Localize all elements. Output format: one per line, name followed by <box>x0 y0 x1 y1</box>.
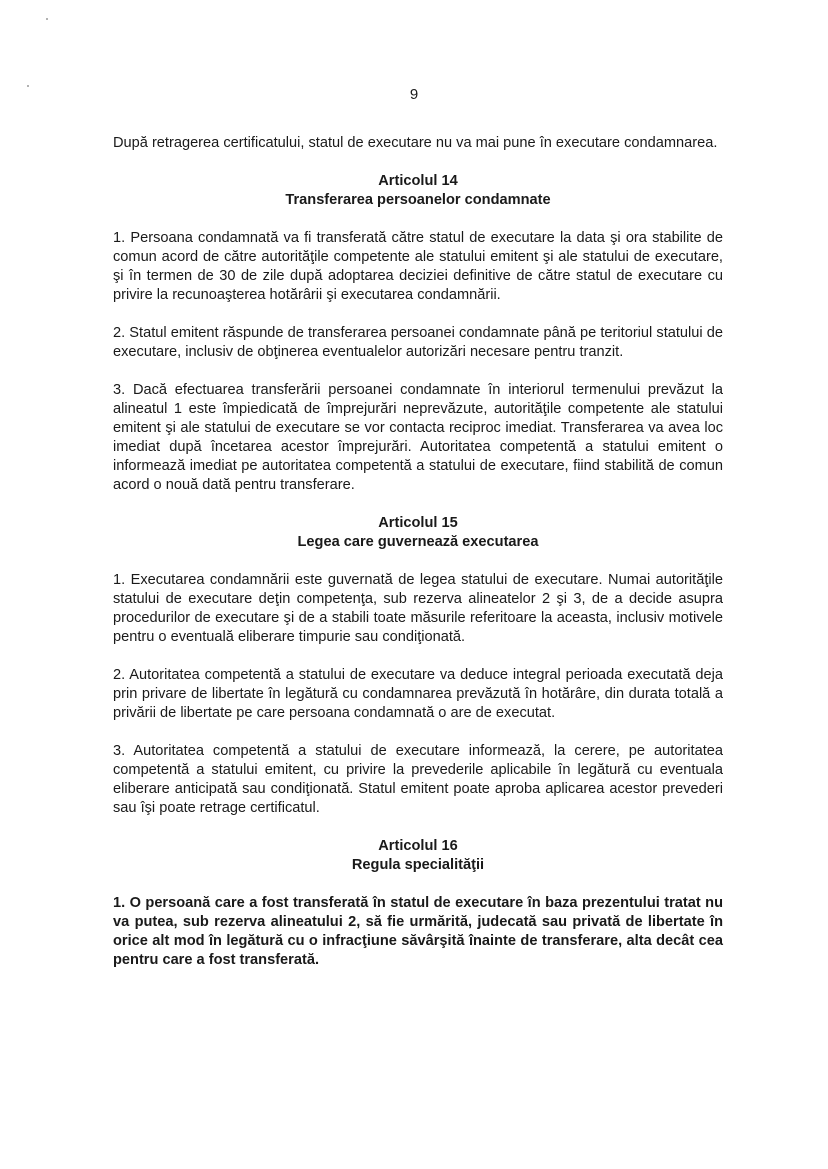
article-title: Transferarea persoanelor condamnate <box>285 192 551 208</box>
intro-paragraph: După retragerea certificatului, statul de executare nu va mai pune în executare condamnarea. <box>113 135 718 151</box>
document-body <box>113 134 723 989</box>
article-15-paragraph-3: 3. Autoritatea competentă a statului de executare informează, la cerere, pe autoritatea competentă a statului emitent, cu privire la prevederile aplicabile în legătură cu eventuala eliberare anticipată sau condiţionată. Statul emitent poate aproba aplicarea acestor prevederi sau îşi poate retrage certificatul. <box>113 743 723 816</box>
article-15-paragraph-1: 1. Executarea condamnării este guvernată de legea statului de executare. Numai autorităţile statului de executare deţin competenţa, sub rezerva alineatelor 2 şi 3, de a decide asupra procedurilor de executare şi de a stabili toate măsurile referitoare la aceasta, inclusiv motivele pentru o eventuală eliberare timpurie sau condiţionată. <box>113 572 723 645</box>
article-14-paragraph-2: 2. Statul emitent răspunde de transferarea persoanei condamnate până pe teritoriul statului de executare, inclusiv de obţinerea eventualelor autorizări necesare pentru tranzit. <box>113 325 723 360</box>
article-title: Legea care guvernează executarea <box>297 534 539 550</box>
article-14-paragraph-1: 1. Persoana condamnată va fi transferată către statul de executare la data şi ora stabilite de comun acord de către autorităţile competente ale statului emitent şi ale statului de executare, şi în termen de 30 de zile după adoptarea deciziei definitive de către statul de executare cu privire la recunoaşterea hotărârii şi executarea condamnării. <box>113 230 723 303</box>
article-number: Articolul 15 <box>378 515 458 531</box>
article-title: Regula specialităţii <box>351 857 485 873</box>
article-16-paragraph-1: 1. O persoană care a fost transferată în statul de executare în baza prezentului tratat nu va putea, sub rezerva alineatului 2, să fie urmărită, judecată sau privată de libertate în orice alt mod în legătură cu o infracţiune săvârşită înainte de transferare, alta decât cea pentru care a fost transferată. <box>113 895 723 968</box>
article-14-paragraph-3: 3. Dacă efectuarea transferării persoanei condamnate în interiorul termenului prevăzut la alineatul 1 este împiedicată de împrejurări neprevăzute, autorităţile competente ale statului emitent şi ale statului de executare se vor contacta reciproc imediat. Transferarea va avea loc imediat după încetarea acestor împrejurări. Autoritatea competentă a statului emitent o informează imediat pe autoritatea competentă a statului de executare, fiind stabilită de comun acord o nouă dată pentru transferare. <box>113 382 723 493</box>
article-15-heading <box>113 514 723 552</box>
page-number: 9 <box>409 86 419 103</box>
article-number: Articolul 16 <box>378 838 458 854</box>
article-14-heading <box>113 172 723 210</box>
scan-speck <box>46 18 48 20</box>
article-number: Articolul 14 <box>378 173 458 189</box>
article-15-paragraph-2: 2. Autoritatea competentă a statului de executare va deduce integral perioada executată deja prin privare de libertate în legătură cu condamnarea prevăzută în hotărâre, din durata totală a privării de libertate pe care persoana condamnată o are de executat. <box>113 667 723 721</box>
article-16-heading <box>113 837 723 875</box>
